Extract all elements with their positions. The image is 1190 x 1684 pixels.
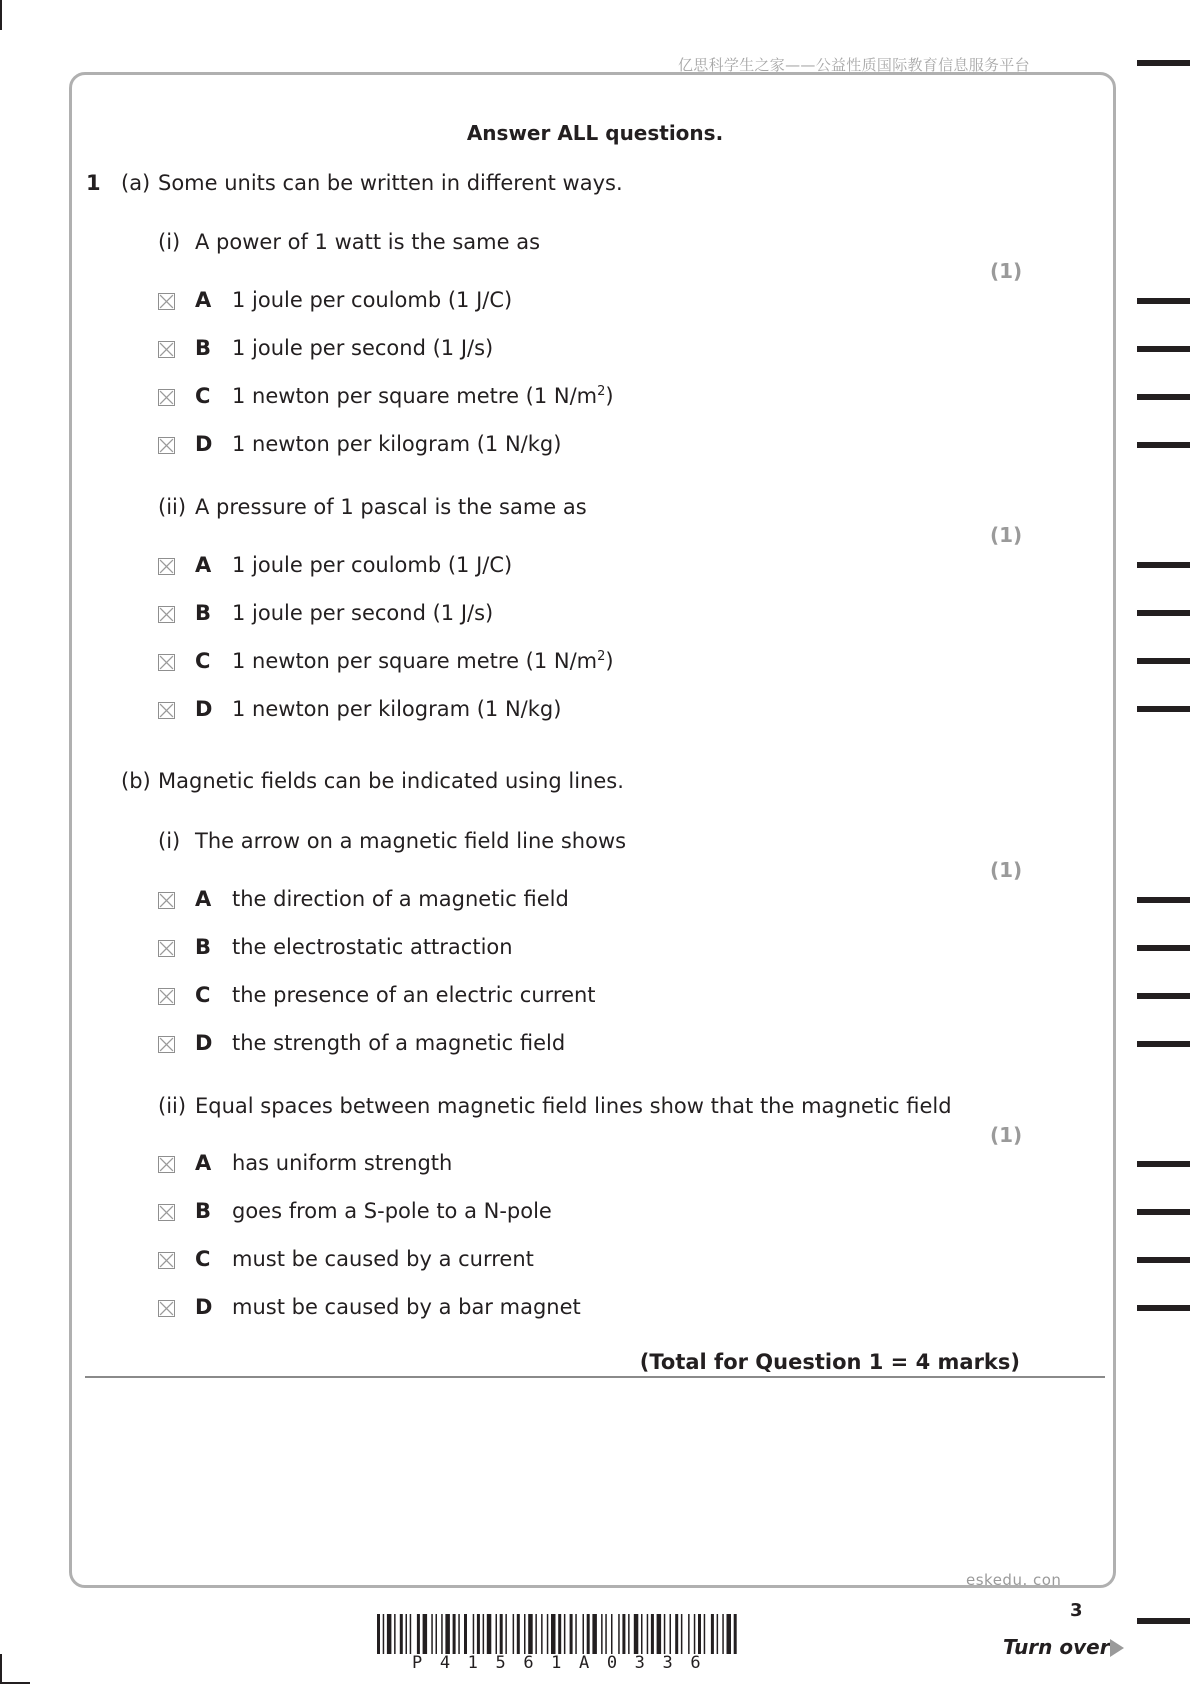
option-letter: D xyxy=(195,697,213,721)
option-text-main: the strength of a magnetic field xyxy=(232,1031,566,1055)
subpart-label: (ii) xyxy=(158,1094,187,1118)
crossed-box-icon[interactable] xyxy=(158,1036,175,1053)
option-letter: B xyxy=(195,336,212,360)
option-letter: D xyxy=(195,1295,213,1319)
option-text-main: 1 joule per coulomb (1 J/C) xyxy=(232,288,513,312)
barcode-bar xyxy=(387,1614,392,1654)
option-text-main: 1 joule per second (1 J/s) xyxy=(232,336,494,360)
margin-tick xyxy=(1137,1257,1190,1263)
option-text-main: the presence of an electric current xyxy=(232,983,596,1007)
margin-tick xyxy=(1137,706,1190,712)
barcode-bar xyxy=(618,1614,620,1654)
barcode-bar xyxy=(605,1614,607,1654)
barcode-bar xyxy=(417,1614,420,1654)
subpart-stem: A power of 1 watt is the same as xyxy=(195,230,541,254)
option-text-main: 1 joule per coulomb (1 J/C) xyxy=(232,553,513,577)
barcode-bar xyxy=(558,1614,561,1654)
crossed-box-icon[interactable] xyxy=(158,702,175,719)
option-text xyxy=(232,649,614,673)
barcode-bar xyxy=(505,1614,507,1654)
footer-site: eskedu. con xyxy=(966,1571,1062,1589)
option-letter: C xyxy=(195,1247,211,1271)
barcode-bar xyxy=(564,1614,566,1654)
barcode-bar xyxy=(681,1614,683,1654)
question-number: 1 xyxy=(86,171,101,195)
barcode-bar xyxy=(622,1614,625,1654)
barcode-bar xyxy=(647,1614,649,1654)
option-text-main: the electrostatic attraction xyxy=(232,935,513,959)
margin-tick xyxy=(1137,993,1190,999)
barcode-bar xyxy=(664,1614,666,1654)
barcode-bar xyxy=(458,1614,460,1654)
crossed-box-icon[interactable] xyxy=(158,437,175,454)
option-letter: B xyxy=(195,601,212,625)
option-text xyxy=(232,887,569,911)
barcode-bar xyxy=(431,1614,433,1654)
barcode-bar xyxy=(377,1614,380,1654)
barcode xyxy=(377,1614,810,1654)
margin-tick xyxy=(1137,1305,1190,1311)
crossed-box-icon[interactable] xyxy=(158,654,175,671)
option-text xyxy=(232,1151,452,1175)
barcode-bar xyxy=(423,1614,428,1654)
option-letter: B xyxy=(195,935,212,959)
margin-tick xyxy=(1137,60,1190,66)
barcode-bar xyxy=(410,1614,412,1654)
part-label: (a) xyxy=(121,171,151,195)
crossed-box-icon[interactable] xyxy=(158,293,175,310)
crossed-box-icon[interactable] xyxy=(158,1156,175,1173)
option-text xyxy=(232,288,512,312)
barcode-bar xyxy=(670,1614,672,1654)
barcode-bar xyxy=(628,1614,630,1654)
crossed-box-icon[interactable] xyxy=(158,1204,175,1221)
margin-tick xyxy=(1137,1161,1190,1167)
option-text-main: 1 newton per kilogram (1 N/kg) xyxy=(232,432,562,456)
barcode-bar xyxy=(547,1614,549,1654)
barcode-bar xyxy=(477,1614,480,1654)
triangle-right-icon xyxy=(1110,1639,1124,1657)
barcode-bar xyxy=(383,1614,385,1654)
question-divider xyxy=(85,1376,1105,1378)
turn-over-label: Turn over xyxy=(1003,1635,1110,1659)
crop-mark xyxy=(0,0,2,30)
option-text-main: goes from a S-pole to a N-pole xyxy=(232,1199,552,1223)
option-text-main: 1 newton per square metre (1 N/m xyxy=(232,649,598,673)
barcode-bar xyxy=(688,1614,690,1654)
option-letter: B xyxy=(195,1199,212,1223)
margin-tick xyxy=(1137,562,1190,568)
part-stem: Some units can be written in different ways. xyxy=(158,171,623,195)
option-text-main: must be caused by a current xyxy=(232,1247,534,1271)
crossed-box-icon[interactable] xyxy=(158,389,175,406)
margin-tick xyxy=(1137,1209,1190,1215)
marks-label: (1) xyxy=(990,1123,1023,1147)
barcode-bar xyxy=(570,1614,573,1654)
barcode-bar xyxy=(601,1614,603,1654)
barcode-bar xyxy=(587,1614,590,1654)
crossed-box-icon[interactable] xyxy=(158,1300,175,1317)
option-text xyxy=(232,384,614,408)
option-letter: A xyxy=(195,288,212,312)
option-letter: A xyxy=(195,887,212,911)
question-total: (Total for Question 1 = 4 marks) xyxy=(639,1350,1020,1374)
barcode-bar xyxy=(675,1614,678,1654)
barcode-bar xyxy=(634,1614,639,1654)
subpart-label: (i) xyxy=(158,829,181,853)
option-text xyxy=(232,1199,552,1223)
page-number: 3 xyxy=(1070,1600,1083,1621)
subpart-label: (ii) xyxy=(158,495,187,519)
marks-label: (1) xyxy=(990,523,1023,547)
barcode-bar xyxy=(524,1614,526,1654)
part-label: (b) xyxy=(121,769,151,793)
barcode-bar xyxy=(541,1614,543,1654)
option-letter: C xyxy=(195,649,211,673)
margin-tick xyxy=(1137,658,1190,664)
barcode-number: P41561A0336 xyxy=(412,1653,719,1673)
margin-tick xyxy=(1137,394,1190,400)
barcode-bar xyxy=(441,1614,443,1654)
margin-tick xyxy=(1137,945,1190,951)
option-text xyxy=(232,983,596,1007)
option-text xyxy=(232,1247,534,1271)
crossed-box-icon[interactable] xyxy=(158,558,175,575)
subpart-label: (i) xyxy=(158,230,181,254)
option-text xyxy=(232,697,561,721)
option-text xyxy=(232,1295,581,1319)
barcode-bar xyxy=(583,1614,585,1654)
crossed-box-icon[interactable] xyxy=(158,341,175,358)
barcode-bar xyxy=(717,1614,719,1654)
margin-tick xyxy=(1137,1618,1190,1624)
barcode-bar xyxy=(400,1614,403,1654)
marks-label: (1) xyxy=(990,858,1023,882)
option-text-main: has uniform strength xyxy=(232,1151,453,1175)
barcode-bar xyxy=(641,1614,643,1654)
option-text xyxy=(232,553,512,577)
section-heading: Answer ALL questions. xyxy=(466,121,724,145)
option-superscript: 2 xyxy=(597,384,606,399)
barcode-bar xyxy=(698,1614,701,1654)
crop-mark xyxy=(0,1654,2,1684)
barcode-bar xyxy=(464,1614,467,1654)
option-text-main: must be caused by a bar magnet xyxy=(232,1295,581,1319)
option-text-main: 1 newton per kilogram (1 N/kg) xyxy=(232,697,562,721)
option-letter: D xyxy=(195,432,213,456)
subpart-stem: The arrow on a magnetic field line shows xyxy=(195,829,627,853)
option-text-tail: ) xyxy=(605,384,614,408)
barcode-bar xyxy=(445,1614,450,1654)
option-letter: A xyxy=(195,553,212,577)
option-text-tail: ) xyxy=(605,649,614,673)
barcode-bar xyxy=(651,1614,654,1654)
option-text xyxy=(232,601,493,625)
barcode-bar xyxy=(611,1614,613,1654)
option-letter: D xyxy=(195,1031,213,1055)
barcode-bar xyxy=(592,1614,597,1654)
barcode-bar xyxy=(551,1614,556,1654)
barcode-bar xyxy=(436,1614,438,1654)
barcode-bar xyxy=(513,1614,515,1654)
barcode-bar xyxy=(453,1614,456,1654)
option-letter: A xyxy=(195,1151,212,1175)
option-text xyxy=(232,336,493,360)
barcode-bar xyxy=(517,1614,520,1654)
crossed-box-icon[interactable] xyxy=(158,892,175,909)
subpart-stem: Equal spaces between magnetic field lines show that the magnetic field xyxy=(195,1094,952,1118)
option-superscript: 2 xyxy=(597,649,606,664)
margin-tick xyxy=(1137,897,1190,903)
option-letter: C xyxy=(195,983,211,1007)
option-text xyxy=(232,432,561,456)
margin-tick xyxy=(1137,1041,1190,1047)
option-text-main: 1 newton per square metre (1 N/m xyxy=(232,384,598,408)
margin-tick xyxy=(1137,610,1190,616)
option-text-main: 1 joule per second (1 J/s) xyxy=(232,601,494,625)
crossed-box-icon[interactable] xyxy=(158,1252,175,1269)
barcode-bar xyxy=(727,1614,732,1654)
barcode-bar xyxy=(406,1614,408,1654)
marks-label: (1) xyxy=(990,259,1023,283)
option-letter: C xyxy=(195,384,211,408)
crossed-box-icon[interactable] xyxy=(158,606,175,623)
barcode-bar xyxy=(704,1614,706,1654)
subpart-stem: A pressure of 1 pascal is the same as xyxy=(195,495,587,519)
watermark: 亿思科学生之家——公益性质国际教育信息服务平台 xyxy=(678,56,1030,74)
part-stem: Magnetic fields can be indicated using lines. xyxy=(158,769,624,793)
barcode-bar xyxy=(722,1614,724,1654)
barcode-bar xyxy=(487,1614,492,1654)
option-text xyxy=(232,935,513,959)
margin-tick xyxy=(1137,346,1190,352)
barcode-bar xyxy=(657,1614,662,1654)
barcode-bar xyxy=(694,1614,696,1654)
barcode-bar xyxy=(734,1614,737,1654)
crossed-box-icon[interactable] xyxy=(158,940,175,957)
barcode-bar xyxy=(535,1614,537,1654)
barcode-bar xyxy=(711,1614,714,1654)
option-text xyxy=(232,1031,565,1055)
barcode-bar xyxy=(500,1614,503,1654)
option-text-main: the direction of a magnetic field xyxy=(232,887,569,911)
barcode-bar xyxy=(473,1614,475,1654)
barcode-bar xyxy=(483,1614,485,1654)
crossed-box-icon[interactable] xyxy=(158,988,175,1005)
barcode-bar xyxy=(394,1614,396,1654)
barcode-bar xyxy=(528,1614,533,1654)
margin-tick xyxy=(1137,298,1190,304)
barcode-bar xyxy=(575,1614,577,1654)
barcode-bar xyxy=(496,1614,498,1654)
margin-tick xyxy=(1137,442,1190,448)
